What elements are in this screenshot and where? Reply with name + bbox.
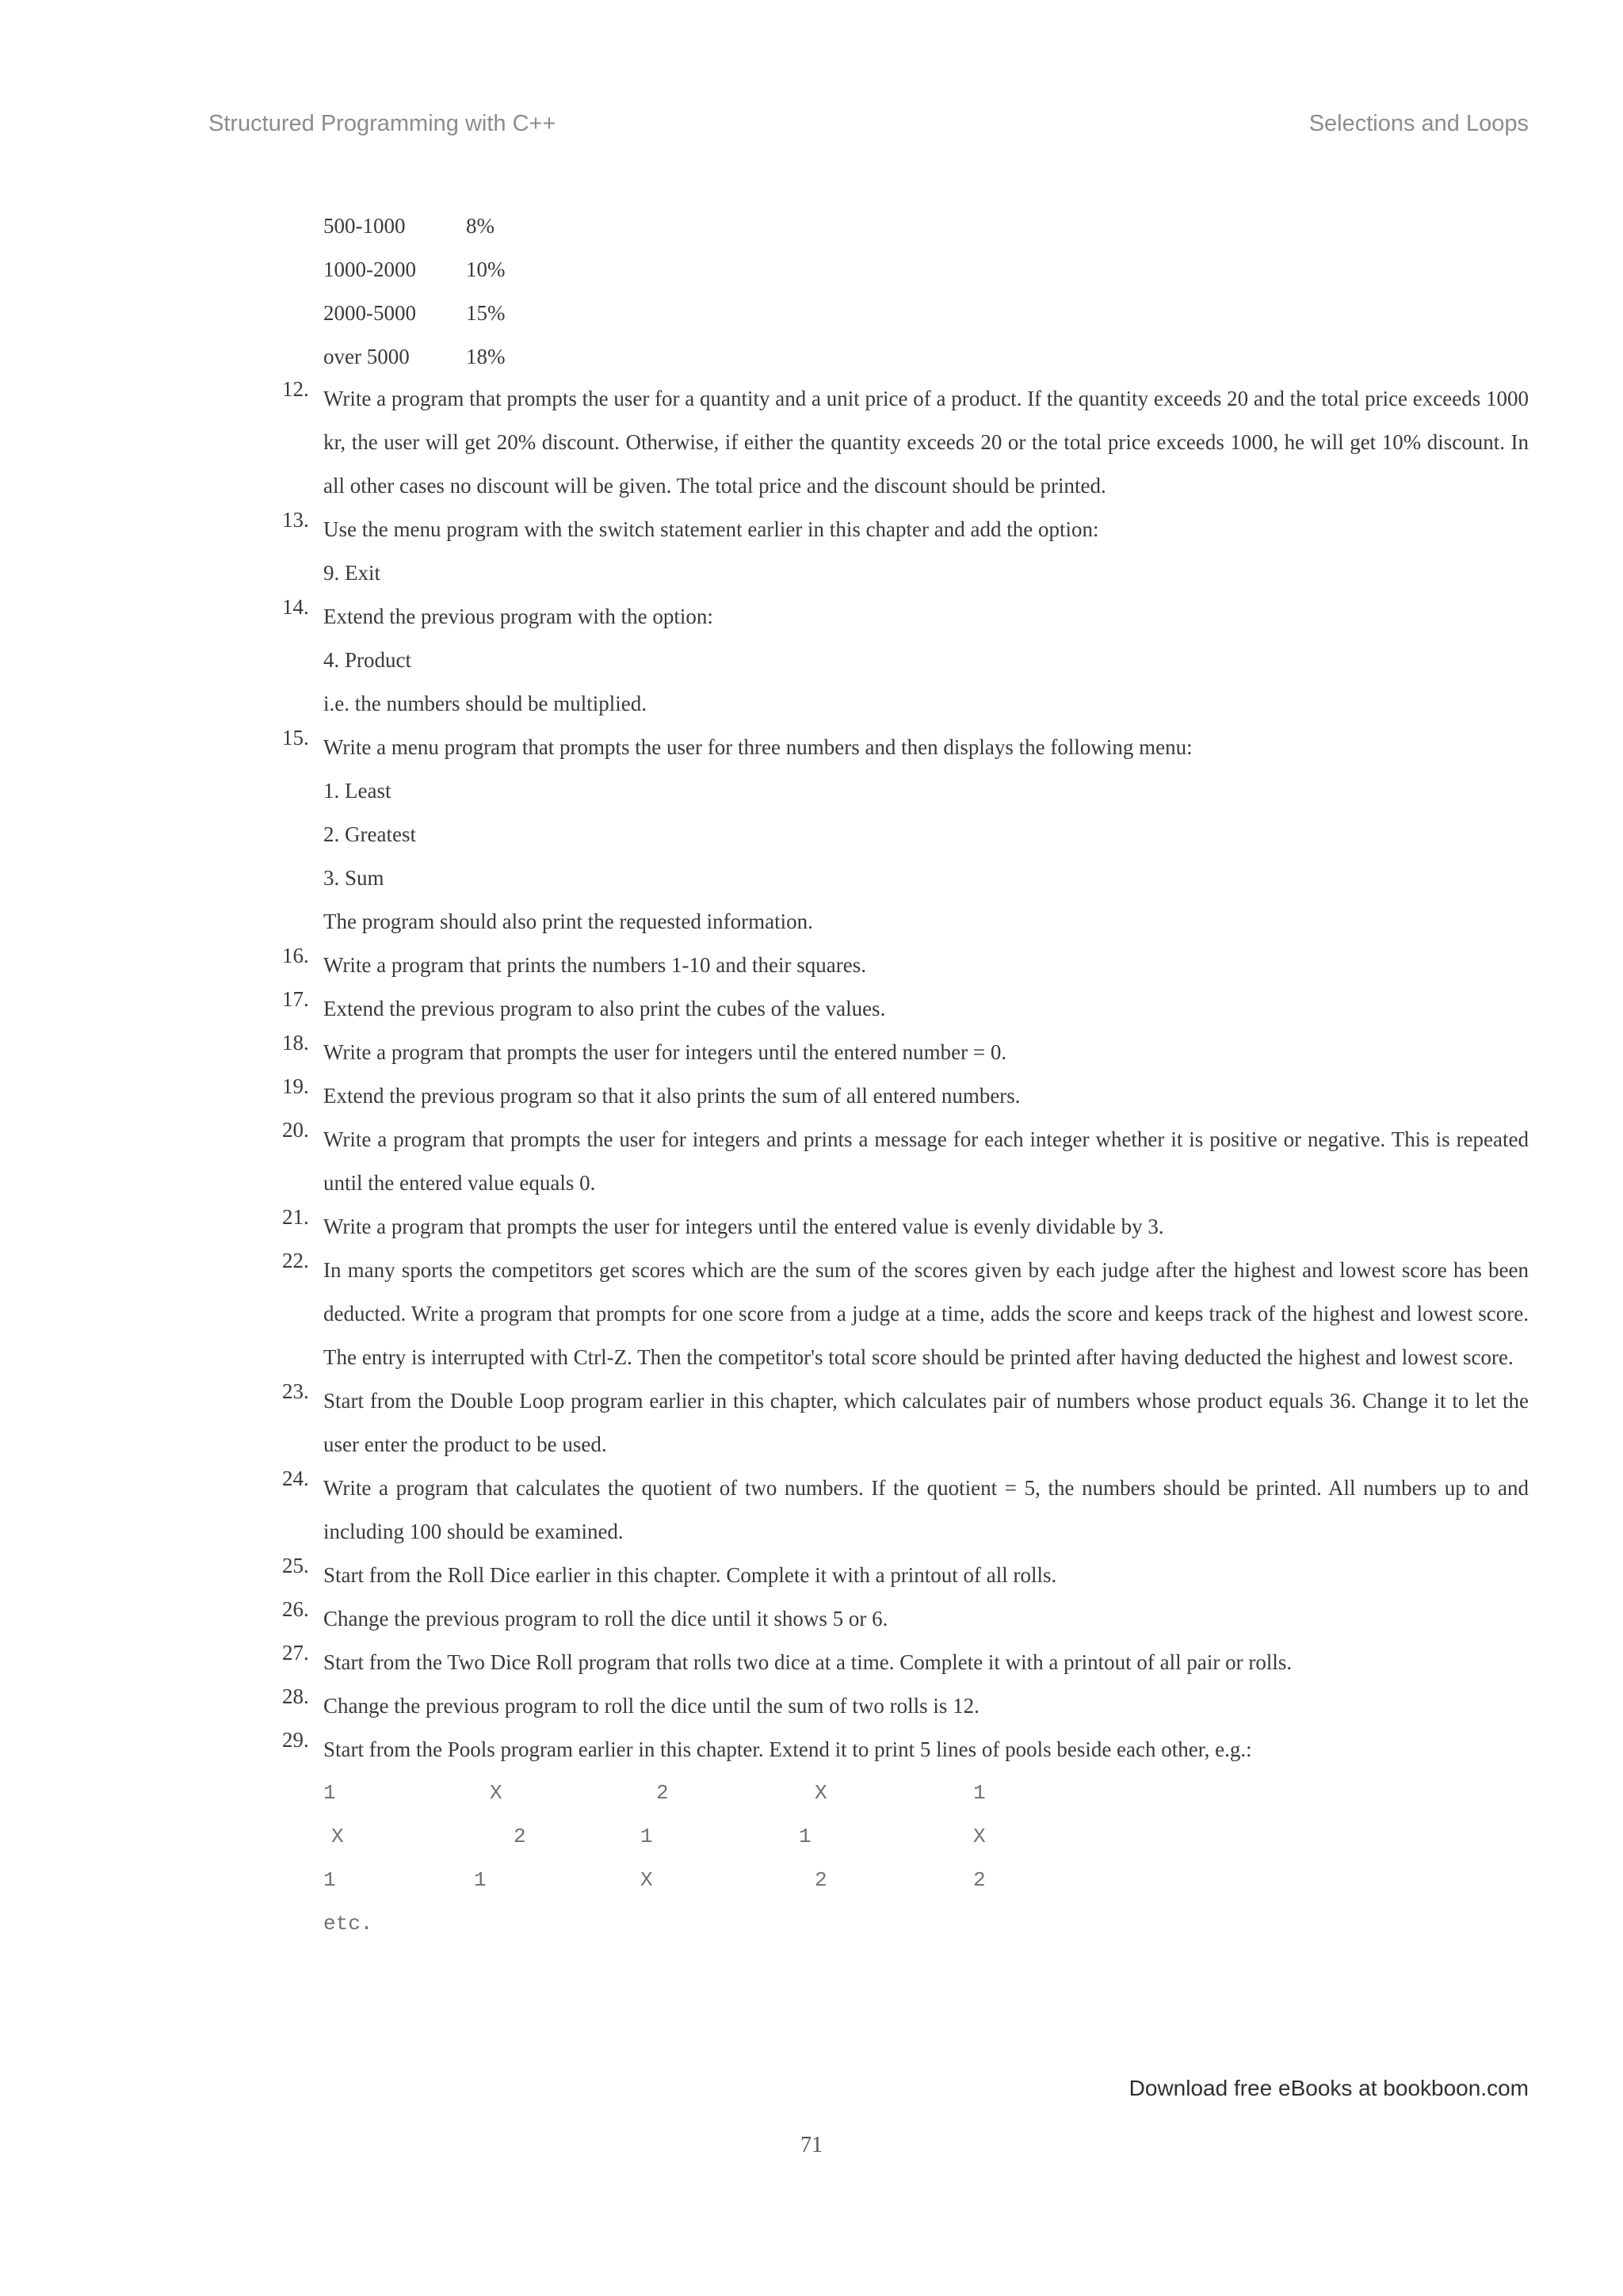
- exercise-text: Write a program that calculates the quotient of two numbers. If the quotient = 5, the numbers should be printed. All numbers up to and including 100 should be examined.: [323, 1476, 1529, 1543]
- exercise-item: [282, 987, 1529, 1031]
- exercise-number: 18.: [282, 1031, 309, 1055]
- discount-row: [323, 248, 506, 292]
- exercise-text: Start from the Roll Dice earlier in this chapter. Complete it with a printout of all rolls.: [323, 1563, 1057, 1587]
- pools-row: [323, 1815, 1037, 1859]
- exercise-number: 19.: [282, 1074, 309, 1098]
- pools-row: [323, 1859, 1037, 1902]
- exercise-number: 27.: [282, 1641, 309, 1665]
- exercise-item: [282, 1684, 1529, 1728]
- exercise-text: Start from the Double Loop program earlier in this chapter, which calculates pair of numbers whose product equals 36. Change it to let the user enter the product to be used.: [323, 1389, 1529, 1456]
- pools-row: [323, 1772, 1037, 1815]
- exercise-number: 28.: [282, 1684, 309, 1708]
- exercise-item: [282, 1466, 1529, 1554]
- exercise-subline: i.e. the numbers should be multiplied.: [323, 692, 647, 715]
- discount-rate: 18%: [466, 345, 506, 368]
- exercise-item: [282, 726, 1529, 944]
- exercise-number: 23.: [282, 1379, 309, 1403]
- discount-row: [323, 292, 506, 335]
- page-number: 71: [800, 2133, 823, 2157]
- exercise-item: [282, 1205, 1529, 1249]
- exercise-number: 24.: [282, 1466, 309, 1490]
- exercise-number: 29.: [282, 1728, 309, 1752]
- exercise-text: Extend the previous program to also print the cubes of the values.: [323, 997, 886, 1020]
- exercise-number: 14.: [282, 595, 309, 619]
- exercise-number: 17.: [282, 987, 309, 1011]
- exercise-subline: 1. Least: [323, 779, 391, 803]
- footer-download-note: Download free eBooks at bookboon.com: [1128, 2076, 1529, 2100]
- exercise-item: [282, 508, 1529, 595]
- pool-cell: X: [640, 1868, 653, 1892]
- exercise-text: Write a program that prompts the user for integers until the entered value is evenly dividable by 3.: [323, 1215, 1164, 1238]
- running-header-chapter: Selections and Loops: [1308, 111, 1529, 136]
- exercise-number: 13.: [282, 508, 309, 532]
- exercise-text: Change the previous program to roll the dice until the sum of two rolls is 12.: [323, 1694, 980, 1718]
- exercise-text: Write a program that prints the numbers 1-10 and their squares.: [323, 953, 866, 977]
- exercise-text: Write a program that prompts the user for a quantity and a unit price of a product. If the quantity exceeds 20 and the total price exceeds 1000 kr, the user will get 20% discount. Otherwise, if either the quantity exceeds 20 or the total price exceeds 1000, he will get 10% discount. In all other cases no discount will be given. The total price and the discount should be printed.: [323, 387, 1529, 498]
- pool-cell: 1: [799, 1825, 812, 1848]
- exercise-text: In many sports the competitors get scores which are the sum of the scores given by each judge after the highest and lowest score has been deducted. Write a program that prompts for one score from a judge at a time, adds the score and keeps track of the highest and lowest score. The entry is interrupted with Ctrl-Z. Then the competitor's total score should be printed after having deducted the highest and lowest score.: [323, 1258, 1529, 1369]
- exercise-subline: The program should also print the requested information.: [323, 910, 813, 933]
- discount-range: 500-1000: [323, 214, 406, 238]
- exercise-number: 25.: [282, 1554, 309, 1577]
- exercise-text: Use the menu program with the switch statement earlier in this chapter and add the option:: [323, 517, 1099, 541]
- discount-range: over 5000: [323, 345, 410, 368]
- exercise-item: [282, 1728, 1529, 1772]
- pool-cell: 1: [640, 1825, 653, 1848]
- running-header-title: Structured Programming with C++: [208, 111, 556, 136]
- exercise-item: [282, 595, 1529, 726]
- discount-rate: 15%: [466, 301, 506, 325]
- exercise-text: Extend the previous program with the option:: [323, 605, 713, 628]
- exercise-subline: 9. Exit: [323, 561, 380, 585]
- exercise-text: Start from the Pools program earlier in this chapter. Extend it to print 5 lines of pools beside each other, e.g.:: [323, 1737, 1252, 1761]
- exercise-item: [282, 944, 1529, 987]
- pool-cell: 1: [323, 1781, 336, 1805]
- discount-rate: 8%: [466, 214, 495, 238]
- exercise-item: [282, 377, 1529, 508]
- exercise-text: Write a program that prompts the user for integers until the entered number = 0.: [323, 1040, 1007, 1064]
- discount-table: [323, 204, 506, 379]
- exercise-item: [282, 1379, 1529, 1466]
- pool-cell: 2: [973, 1868, 986, 1892]
- exercise-item: [282, 1249, 1529, 1379]
- pool-cell: 2: [514, 1825, 526, 1848]
- exercise-item: [282, 1031, 1529, 1074]
- exercise-text: Change the previous program to roll the dice until it shows 5 or 6.: [323, 1607, 888, 1630]
- exercise-item: [282, 1597, 1529, 1641]
- exercise-number: 12.: [282, 377, 309, 401]
- pool-cell: 1: [973, 1781, 986, 1805]
- exercise-item: [282, 1641, 1529, 1684]
- discount-row: [323, 335, 506, 379]
- discount-rate: 10%: [466, 257, 506, 281]
- pool-cell: X: [973, 1825, 986, 1848]
- exercise-text: Extend the previous program so that it also prints the sum of all entered numbers.: [323, 1084, 1021, 1108]
- exercise-list: [282, 377, 1529, 1946]
- exercise-number: 20.: [282, 1118, 309, 1142]
- pool-cell: 1: [323, 1868, 336, 1892]
- exercise-subline: 3. Sum: [323, 866, 384, 890]
- discount-range: 2000-5000: [323, 301, 416, 325]
- pool-cell: X: [331, 1825, 344, 1848]
- exercise-number: 15.: [282, 726, 309, 749]
- pools-etc: etc.: [323, 1912, 373, 1936]
- discount-range: 1000-2000: [323, 257, 416, 281]
- pools-example: [282, 1772, 1529, 1946]
- exercise-item: [282, 1118, 1529, 1205]
- exercise-number: 16.: [282, 944, 309, 967]
- discount-row: [323, 204, 506, 248]
- exercise-number: 26.: [282, 1597, 309, 1621]
- exercise-text: Start from the Two Dice Roll program that rolls two dice at a time. Complete it with a printout of all pair or rolls.: [323, 1650, 1293, 1674]
- pool-cell: 2: [815, 1868, 827, 1892]
- exercise-text: Write a menu program that prompts the user for three numbers and then displays the following menu:: [323, 735, 1193, 759]
- pool-cell: 2: [656, 1781, 669, 1805]
- exercise-subline: 2. Greatest: [323, 822, 416, 846]
- exercise-item: [282, 1554, 1529, 1597]
- pool-cell: X: [490, 1781, 502, 1805]
- pool-cell: X: [815, 1781, 827, 1805]
- exercise-item: [282, 1074, 1529, 1118]
- exercise-subline: 4. Product: [323, 648, 411, 672]
- exercise-number: 21.: [282, 1205, 309, 1229]
- exercise-text: Write a program that prompts the user for integers and prints a message for each integer whether it is positive or negative. This is repeated until the entered value equals 0.: [323, 1127, 1529, 1195]
- pool-cell: 1: [474, 1868, 487, 1892]
- exercise-number: 22.: [282, 1249, 309, 1272]
